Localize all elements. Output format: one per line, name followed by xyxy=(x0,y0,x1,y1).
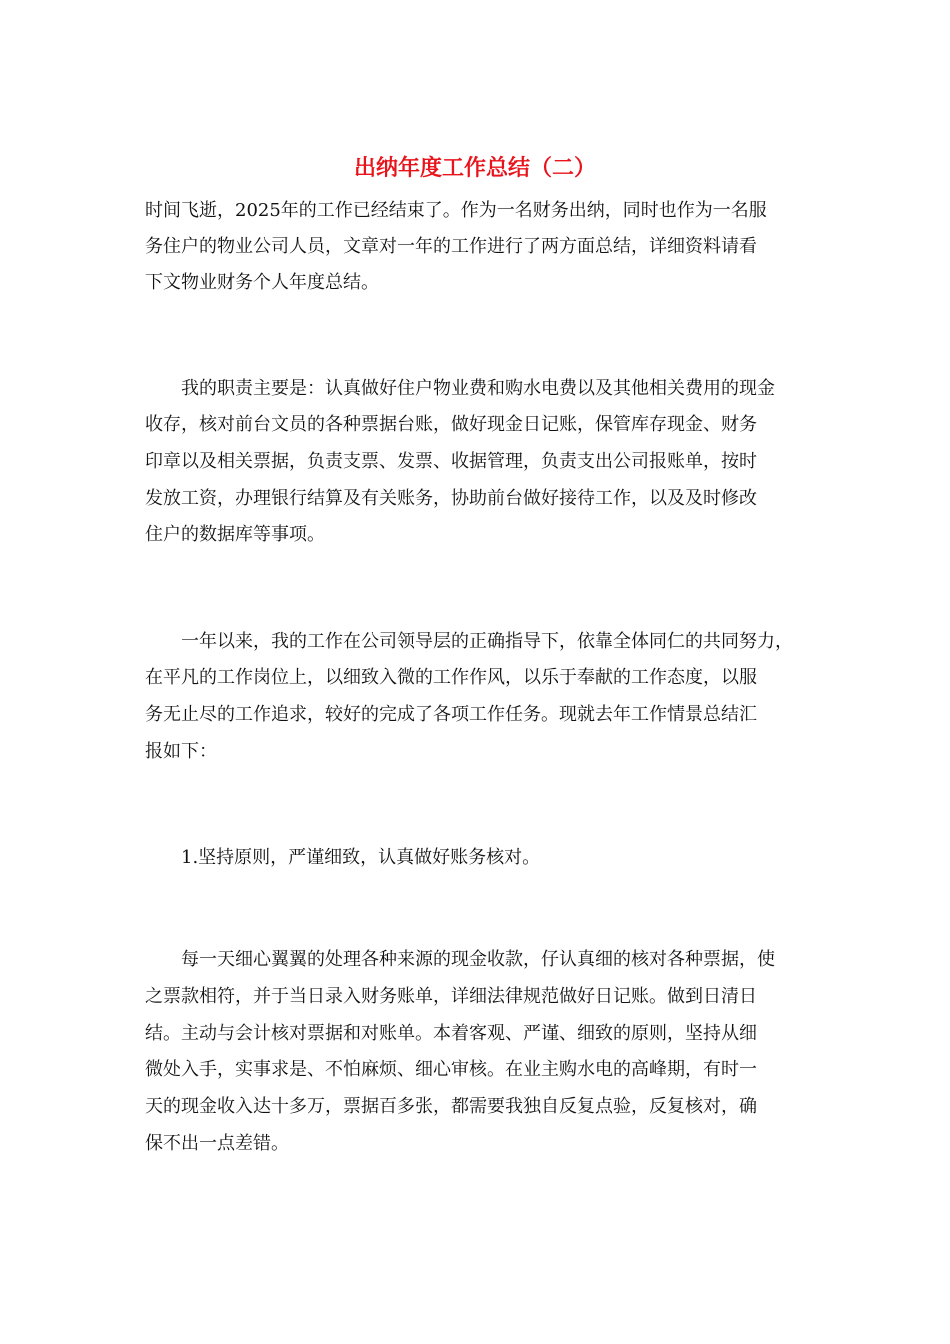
paragraph-3-line-1: 一年以来，我的工作在公司领导层的正确指导下，依靠全体同仁的共同努力， xyxy=(145,631,793,652)
paragraph-2-line-4: 发放工资，办理银行结算及有关账务，协助前台做好接待工作，以及及时修改 xyxy=(145,488,757,509)
paragraph-1-line-3: 下文物业财务个人年度总结。 xyxy=(145,272,379,293)
paragraph-3-line-4: 报如下： xyxy=(145,741,217,762)
document-title: 出纳年度工作总结（二） xyxy=(353,155,596,181)
paragraph-1-line-2: 务住户的物业公司人员，文章对一年的工作进行了两方面总结，详细资料请看 xyxy=(145,236,757,257)
paragraph-5-line-4: 微处入手，实事求是、不怕麻烦、细心审核。在业主购水电的高峰期，有时一 xyxy=(145,1059,757,1080)
paragraph-5-line-3: 结。主动与会计核对票据和对账单。本着客观、严谨、细致的原则，坚持从细 xyxy=(145,1023,757,1044)
paragraph-1-line-1: 时间飞逝，2025年的工作已经结束了。作为一名财务出纳，同时也作为一名服 xyxy=(145,200,767,221)
paragraph-5-line-6: 保不出一点差错。 xyxy=(145,1133,289,1154)
paragraph-3-line-2: 在平凡的工作岗位上，以细致入微的工作作风，以乐于奉献的工作态度，以服 xyxy=(145,667,757,688)
paragraph-5-line-1: 每一天细心翼翼的处理各种来源的现金收款，仔认真细的核对各种票据，使 xyxy=(145,949,775,970)
paragraph-2-line-5: 住户的数据库等事项。 xyxy=(145,524,325,545)
paragraph-2-line-1: 我的职责主要是：认真做好住户物业费和购水电费以及其他相关费用的现金 xyxy=(145,378,775,399)
paragraph-2-line-2: 收存，核对前台文员的各种票据台账，做好现金日记账，保管库存现金、财务 xyxy=(145,414,757,435)
paragraph-2-line-3: 印章以及相关票据，负责支票、发票、收据管理，负责支出公司报账单，按时 xyxy=(145,451,757,472)
paragraph-5-line-2: 之票款相符，并于当日录入财务账单，详细法律规范做好日记账。做到日清日 xyxy=(145,986,757,1007)
paragraph-5-line-5: 天的现金收入达十多万，票据百多张，都需要我独自反复点验，反复核对，确 xyxy=(145,1096,757,1117)
paragraph-3-line-3: 务无止尽的工作追求，较好的完成了各项工作任务。现就去年工作情景总结汇 xyxy=(145,704,757,725)
paragraph-4-line-1: 1.坚持原则，严谨细致，认真做好账务核对。 xyxy=(145,847,541,868)
